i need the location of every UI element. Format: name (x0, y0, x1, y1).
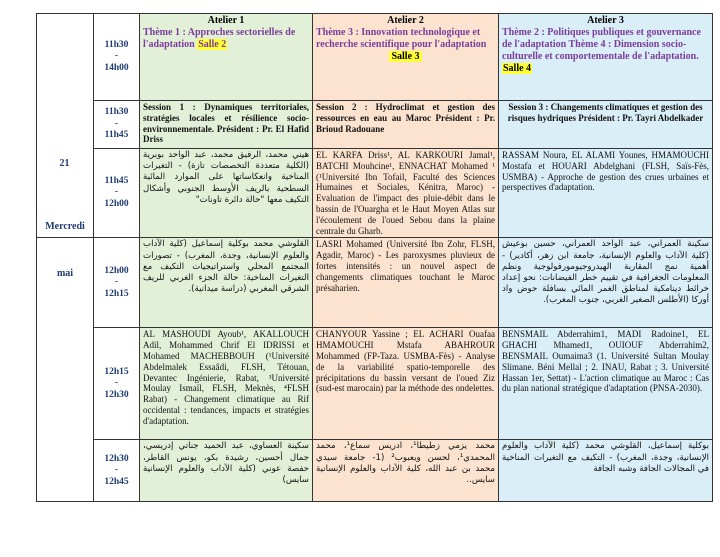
date-number: 21 (59, 158, 70, 169)
row2-atelier1: القلوشي محمد بوكلية إسماعيل (كلية الآداب والعلوم الإنسانية، وجدة، المغرب) - تصورات المجتمع المحلي واستراتيجيات التكيف مع التغيرات المناخية: حالة الجزء الغربي للريف الشرقي المغربي (دراسة ميدانية). (140, 238, 313, 328)
session1: Session 1 : Dynamiques territoriales, stratégies locales et résilience socio-environnementale. Président : Pr. El Hafid Driss (140, 101, 313, 149)
session3: Session 3 : Changements climatiques et gestion des risques hydriques Président : Pr. Tayri Abdelkader (499, 101, 713, 149)
day-label: Mercredi (45, 221, 85, 233)
time-start: 12h15 (104, 366, 129, 377)
time-end: 14h00 (104, 62, 129, 73)
row3-atelier1: AL MASHOUDI Ayoub¹, AKALLOUCH Adil, Mohammed Chrif El IDRISSI et Mohamed MACHEBBOUH (¹Université Abdelmalek Essaâdi, FLSH, Tétouan, Devantec Ingénierie, Rabat, ³Université Moulay Ismaïl, FLSH, Meknès, ⁴FLSH Rabat) - Changement climatique au Rif occidental : tendances, impacts et stratégies d'adaptation. (140, 328, 313, 440)
row-time (94, 149, 140, 238)
row1-atelier1: هيني محمد، الرفيق محمد، عبد الواحد بوبرية (الكلية متعددة التخصصات تازة) - التغيرات المناخية وانعكاساتها على الموارد المائية السطحية بالريف الأوسط الجنوبي وأشكال التكيف معها "حالة دائرة تاونات" (140, 149, 313, 238)
time-end: 12h15 (104, 288, 129, 299)
time-end: 12h45 (104, 476, 129, 487)
time-start: 11h30 (104, 107, 129, 118)
header-time (94, 14, 140, 101)
atelier2-salle: Salle 3 (391, 51, 420, 62)
row-time (94, 440, 140, 502)
atelier3-header (499, 14, 713, 101)
time-sep: - (114, 277, 119, 288)
program-row (37, 149, 713, 238)
row1-atelier2: EL KARFA Driss¹, AL KARKOURI Jamal¹, BATCHI Mouhcine¹, ENNACHAT Mohamed ¹ (¹Université Ibn Tofail, Faculté des Sciences Humaines et Sociales, Kénitra, Maroc) - Evaluation de l'impact des pluie-débit dans le bassin de l'Ouargha et le Haut Moyen Atlas sur l'écoulement de l'oued Sebou dans la plaine centrale du Gharb. (313, 149, 499, 238)
time-end: 12h30 (104, 389, 129, 400)
row1-atelier3: RASSAM Noura, EL ALAMI Younes, HMAMOUCHI Mostafa et HOUARI Abdelghani (FLSH, Saïs-Fès, USMBA) - Approche de gestion des crues urbaines et perspectives d'adaptation. (499, 149, 713, 238)
row-time (94, 328, 140, 440)
time-sep: - (114, 118, 119, 129)
row-time (94, 238, 140, 328)
program-row (37, 440, 713, 502)
time-start: 12h30 (104, 453, 129, 464)
row2-atelier2: LASRI Mohamed (Université Ibn Zohr, FLSH, Agadir, Maroc) - Les paroxysmes pluvieux de fortes intensités : un nouvel aspect de changements climatiques touchant le Maroc présaharien. (313, 238, 499, 328)
session-time (94, 101, 140, 149)
row4-atelier2: محمد يزمي زطيطا¹، ادريس سماع¹، محمد المحمدي¹، لحسن ويعبوب² (1- جامعة سيدي محمد بن عبد الله، كلية الآداب والعلوم الإنسانية سايس.. (313, 440, 499, 502)
atelier1-salle: Salle 2 (198, 39, 227, 50)
row3-atelier2: CHANYOUR Yassine ; EL ACHARI Ouafaa HMAMOUCHI Mstafa ABAHROUR Mohammed (FP-Taza. USMBA-Fès) - Analyse de la variabilité spatio-temporelle des précipitations du bassin versant de l'oued Ziz (sud-est marocain) par la méthode des ondelettes. (313, 328, 499, 440)
time-end: 11h45 (104, 130, 129, 141)
month-label: mai (56, 268, 74, 280)
program-row (37, 328, 713, 440)
atelier2-title: Atelier 2 (387, 15, 424, 26)
atelier1-title: Atelier 1 (207, 15, 245, 26)
atelier2-theme: Thème 3 : Innovation technologique et recherche scientifique pour l'adaptation (316, 27, 487, 50)
session-row (37, 101, 713, 149)
time-sep: - (114, 51, 119, 62)
atelier3-salle: Salle 4 (503, 63, 532, 74)
header-row (37, 14, 713, 101)
date-cell (37, 238, 94, 502)
atelier2-header (313, 14, 499, 101)
day-cell (37, 14, 94, 238)
row4-atelier1: سكينة العساوي، عبد الحميد جناتي إدريسي، جمال أحسين، رشيدة بكو، يونس القاطر، حفصة عوني (كلية الآداب والعلوم الإنسانية سايس) (140, 440, 313, 502)
atelier3-theme: Thème 2 : Politiques publiques et gouvernance de l'adaptation Thème 4 : Dimension socio-culturelle et comportementale de l'adaptation. (502, 27, 701, 62)
atelier3-title: Atelier 3 (587, 15, 624, 26)
program-table (36, 13, 713, 502)
row4-atelier3: بوكلية إسماعيل، القلوشي محمد (كلية الآداب والعلوم الإنسانية، وجدة، المغرب) - التكيف مع التغيرات المناخية في المجالات الجافة وشبه الجافة (499, 440, 713, 502)
time-start: 12h00 (104, 265, 129, 276)
session2: Session 2 : Hydroclimat et gestion des ressources en eau au Maroc Président : Pr. Brioud Radouane (313, 101, 499, 149)
time-sep: - (114, 378, 119, 389)
row3-atelier3: BENSMAIL Abderrahim1, MADI Radoine1, EL GHACHI Mhamed1, OUIOUF Abderrahim2, BENSMAIL Oumaima3 (1. Université Sultan Moulay Slimane. Béni Mellal ; 2. INAU, Rabat ; 3. Université Hassan 1er, Settat) - L'action climatique au Maroc : Cas du plan national stratégique d'adaptation (PNSA-2030). (499, 328, 713, 440)
program-row (37, 238, 713, 328)
time-start: 11h30 (104, 39, 129, 50)
atelier1-theme: Thème 1 : Approches sectorielles de l'adaptation (143, 27, 296, 50)
row2-atelier3: سكينة العمراني، عبد الواحد العمراني، حسين بوعيش (كلية الآداب والعلوم الإنسانية، جامعة ابن زهر، أكادير) - أهمية نمج المقاربة الهيدروجيومورفولوجية ونظم المعلومات الجغرافية في تقييم خطر الفيضانات: نحو إعداد خرائط دينامكية لمناطق الغمر المائي بسافلة حوض واد أوركا (الأطلس الصغير الغربي، جنوب المغرب). (499, 238, 713, 328)
time-end: 12h00 (104, 198, 129, 209)
atelier1-header (140, 14, 313, 101)
time-sep: - (114, 465, 119, 476)
time-sep: - (114, 187, 119, 198)
time-start: 11h45 (104, 176, 129, 187)
